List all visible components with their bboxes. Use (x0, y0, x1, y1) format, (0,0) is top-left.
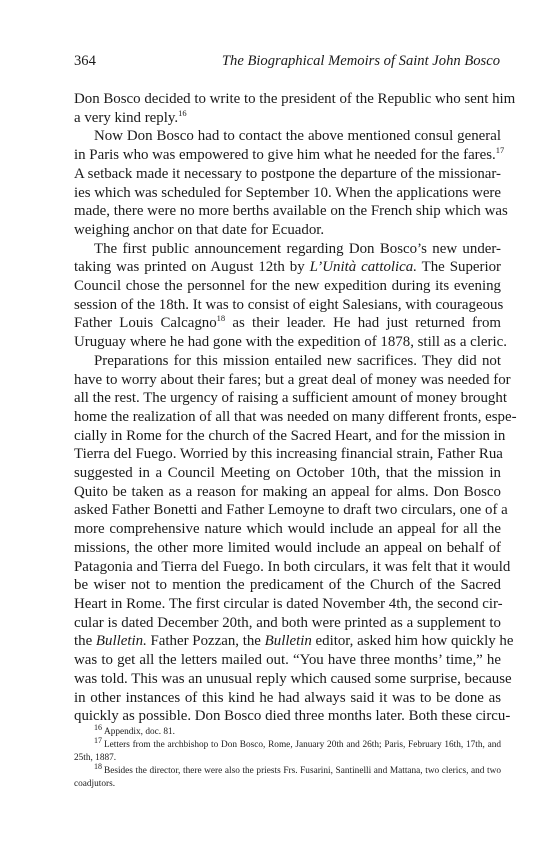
text-run: missions, the other more limited would include an appeal on behalf of (74, 539, 501, 556)
text-run: have to worry about their fares; but a great deal of money was needed for (74, 371, 511, 388)
text-line (74, 576, 501, 595)
text-line (74, 595, 501, 614)
text-run: Patagonia and Tierra del Fuego. In both circulars, it was felt that it would (74, 558, 511, 575)
text-line (74, 240, 501, 259)
text-line (74, 707, 511, 726)
text-line (74, 389, 507, 408)
text-run: Quito be taken as a reason for making an appeal for alms. Don Bosco (74, 483, 501, 500)
text-run: all the rest. The urgency of raising a sufficient amount of money brought (74, 390, 507, 407)
running-head (74, 52, 500, 70)
text-run: Preparations for this mission entailed new sacrifices. They did not (94, 352, 501, 369)
footnote (74, 722, 501, 739)
text-line (74, 165, 501, 184)
footnote-line (74, 778, 501, 791)
text-line (74, 202, 508, 221)
text-line (74, 558, 511, 577)
footnote (74, 735, 501, 765)
text-run: The Superior (416, 259, 501, 276)
running-title: The Biographical Memoirs of Saint John Bosco (221, 53, 500, 69)
text-line (74, 333, 507, 352)
text-line (74, 520, 501, 539)
text-line (74, 539, 501, 558)
text-run: A setback made it necessary to postpone the departure of the missionar- (74, 165, 501, 182)
footnote-line (74, 722, 501, 739)
text-run: session of the 18th. It was to consist of eight Salesians, with courageous (74, 296, 504, 313)
text-line (74, 501, 508, 520)
text-line (74, 614, 501, 633)
footnote-text: Besides the director, there were also the priests Frs. Fusarini, Santinelli and Mattana, two clerics, and two (104, 766, 501, 776)
text-run: Tierra del Fuego. Worried by this increasing financial strain, Father Rua (74, 446, 503, 463)
footnote-line (74, 735, 501, 752)
footnote-text: Letters from the archbishop to Don Bosco, Rome, January 20th and 26th; Paris, February 16th, 17th, and (104, 740, 501, 750)
text-run: in other instances of this kind he had always said it was to be done as (74, 689, 501, 706)
italic-title: L’Unità cattolica. (309, 259, 417, 276)
text-run: Heart in Rome. The first circular is dated November 4th, the second cir- (74, 595, 503, 612)
text-line (74, 651, 501, 670)
text-line (74, 371, 511, 390)
text-run: made, there were no more berths available on the French ship which was (74, 203, 508, 220)
text-line (74, 483, 501, 502)
text-run: cially in Rome for the church of the Sacred Heart, and for the mission in (74, 427, 506, 444)
text-run: home the realization of all that was needed on many different fronts, espe- (74, 408, 517, 425)
footnote-number: 17 (94, 735, 102, 745)
paragraph (74, 352, 517, 726)
footnote-number: 18 (94, 761, 102, 771)
text-line (74, 352, 501, 371)
footnote-line (74, 752, 501, 765)
text-run: Now Don Bosco had to contact the above mentioned consul general (94, 128, 501, 145)
text-line (74, 296, 504, 315)
footnote-ref: 17 (495, 145, 505, 156)
text-run: Father Louis Calcagno (74, 315, 217, 332)
text-run: Council chose the personnel for the new expedition during its evening (74, 278, 501, 295)
text-run: was to get all the letters mailed out. “You have three months’ time,” he (74, 652, 501, 669)
text-run: editor, asked him how quickly he (311, 633, 514, 650)
footnote-line (74, 761, 501, 778)
page-number: 364 (74, 53, 96, 69)
footnote-text: 25th, 1887. (74, 753, 117, 763)
text-run: asked Father Bonetti and Father Lemoyne to draft two circulars, one of a (74, 502, 508, 519)
text-line (74, 670, 512, 689)
footnote-ref: 16 (178, 107, 187, 118)
footnote-text: Appendix, doc. 81. (104, 727, 176, 737)
paragraph (74, 240, 507, 352)
text-line (74, 427, 506, 446)
footnote-ref: 18 (216, 313, 226, 324)
text-run: was told. This was an unusual reply which caused some surprise, because (74, 670, 512, 687)
text-line (74, 145, 505, 165)
footnote-text: coadjutors. (74, 779, 116, 789)
italic-title: Bulletin. (95, 633, 147, 650)
text-run: in Paris who was empowered to give him what he needed for the fares. (74, 147, 496, 164)
text-run: as their leader. He had just returned from (225, 315, 501, 332)
text-line (74, 127, 501, 146)
text-line (74, 109, 501, 128)
text-line (74, 689, 501, 708)
footnote-number: 16 (94, 722, 102, 732)
text-line (74, 408, 517, 427)
text-line (74, 277, 501, 296)
text-run: a very kind reply. (74, 109, 179, 126)
text-run: ies which was scheduled for September 10. When the applications were (74, 184, 501, 201)
text-run: suggested in a Council Meeting on October 10th, that the mission in (74, 465, 501, 482)
text-line (74, 221, 501, 240)
text-line (74, 90, 516, 109)
paragraph (74, 90, 516, 127)
footnote (74, 761, 501, 791)
text-line (74, 445, 501, 464)
footnotes (74, 722, 501, 791)
text-line (74, 184, 501, 203)
text-run: weighing anchor on that date for Ecuador. (74, 221, 325, 238)
text-run: quickly as possible. Don Bosco died three months later. Both these circu- (74, 708, 511, 725)
paragraph (74, 127, 508, 239)
text-run: taking was printed on August 12th by (74, 259, 310, 276)
text-run: the (74, 633, 96, 650)
body-text (74, 90, 517, 726)
text-run: be wiser not to mention the predicament of the Church of the Sacred (74, 577, 501, 594)
text-run: Father Pozzan, the (146, 633, 265, 650)
text-run: more comprehensive nature which would include an appeal for all the (74, 521, 501, 538)
text-line (74, 464, 501, 483)
text-run: The first public announcement regarding Don Bosco’s new under- (94, 240, 501, 257)
text-line (74, 258, 501, 277)
text-line (74, 632, 514, 651)
text-run: Uruguay where he had gone with the expedition of 1878, still as a cleric. (74, 334, 507, 351)
text-run: cular is dated December 20th, and both were printed as a supplement to (74, 614, 501, 631)
text-run: Don Bosco decided to write to the president of the Republic who sent him (74, 91, 516, 107)
text-line (74, 314, 501, 333)
italic-title: Bulletin (264, 633, 312, 650)
